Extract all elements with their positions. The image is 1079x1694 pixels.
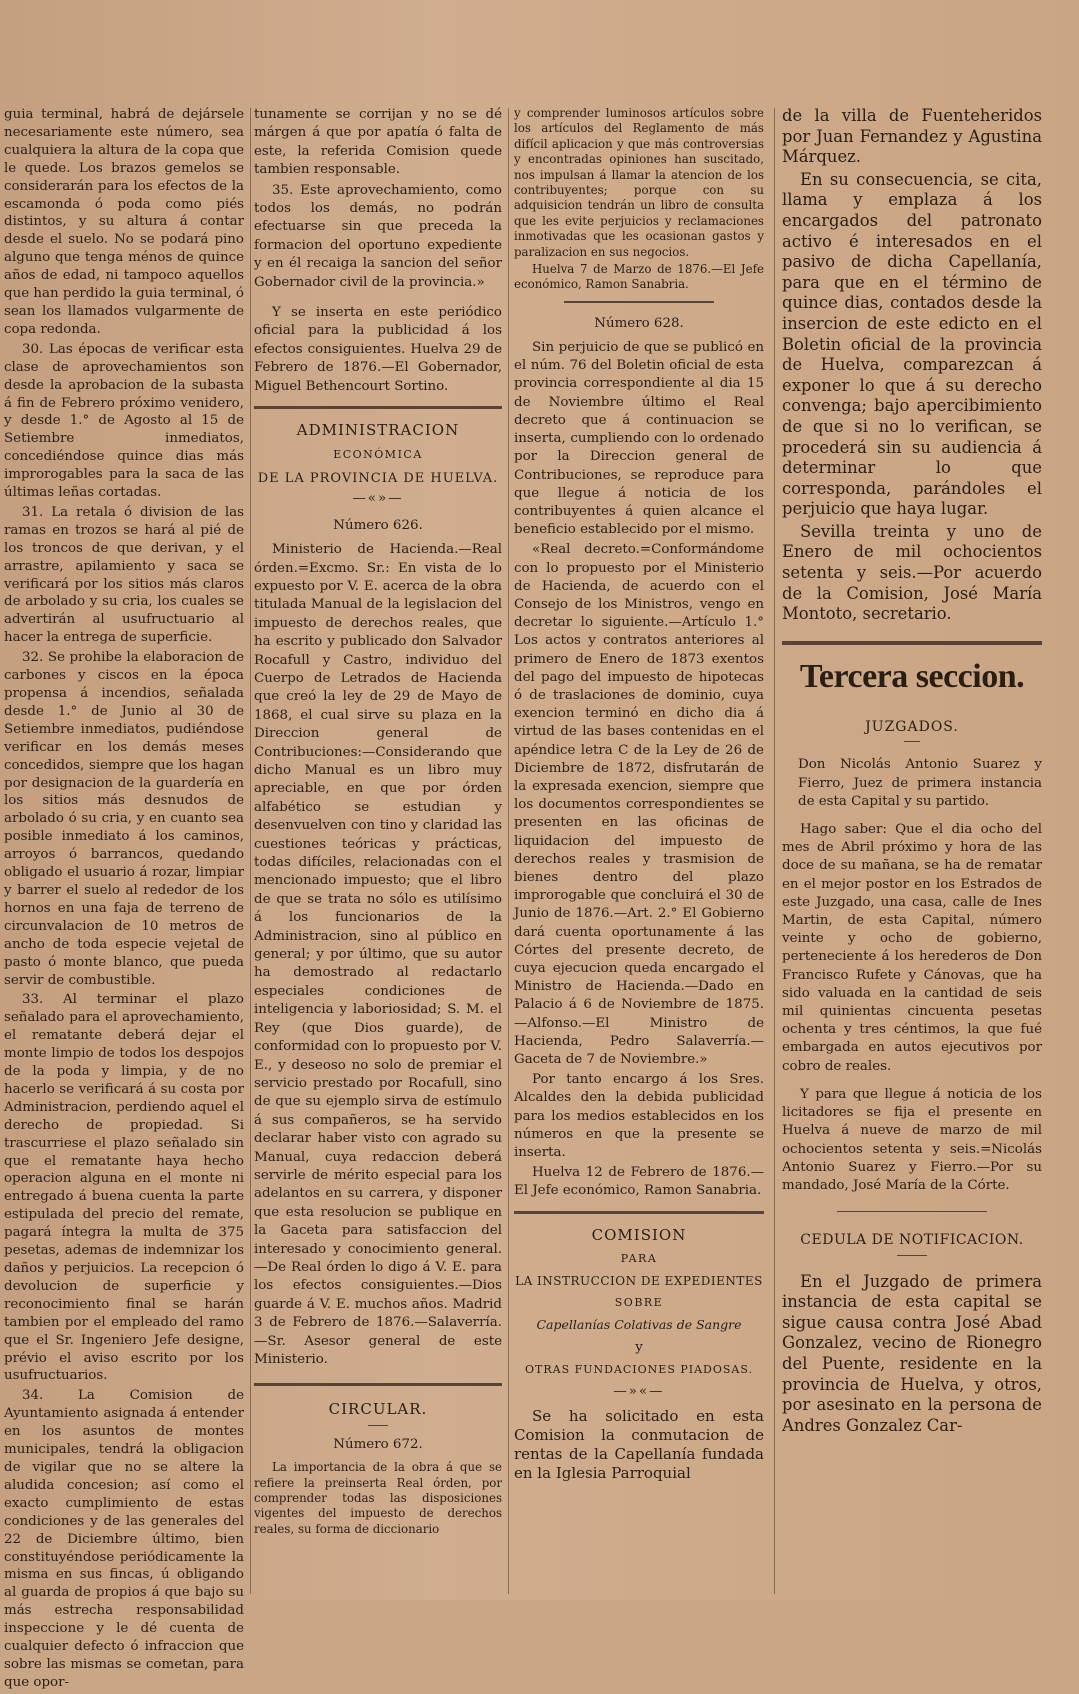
section-subtitle: ECONÓMICA [333,447,423,461]
small-rule [904,741,920,742]
paragraph: Huelva 7 de Marzo de 1876.—El Jefe económico, Ramon Sanabria. [514,262,764,292]
ornament: —«»— [352,491,404,507]
paragraph: Y para que llegue á noticia de los licitadores se fija el presente en Huelva á nueve de marzo de mil ochocientos setenta y seis.=Nicolás Antonio Suarez y Fierro.—Por su mandado, José María de la Córte. [782,1086,1042,1193]
column-3 [514,106,764,1485]
section-title: JUZGADOS. [865,718,959,735]
paragraph: guia terminal, habrá de dejársele necesariamente este número, sea cualquiera la altura de la copa que le quede. Los brazos gemelos se considerarán para los efectos de la escamonda ó poda como piés distintos, y su altura á contar desde el suelo. No se podará pino alguno que tenga ménos de quince años de edad, ni tampoco aquellos que han perdido la guia terminal, ó sean los llamados vulgarmente de copa redonda. [4,107,244,337]
section-subtitle: PARA [620,1251,658,1265]
section-subtitle: DE LA PROVINCIA DE HUELVA. [257,470,499,486]
section-subtitle: y [635,1339,643,1355]
column-4 [782,106,1042,1438]
paragraph: Huelva 12 de Febrero de 1876.—El Jefe económico, Ramon Sanabria. [514,1165,764,1199]
section-rule [254,406,502,409]
paragraph: Sevilla treinta y uno de Enero de mil ochocientos setenta y seis.—Por acuerdo de la Comision, José María Montoto, secretario. [782,521,1042,624]
paragraph: En el Juzgado de primera instancia de esta capital se sigue causa contra José Abad Gonzalez, vecino de Rionegro del Puente, residente en la provincia de Huelva, y otros, por asesinato en la persona de Andres Gonzalez Car- [782,1271,1042,1435]
paragraph: Por tanto encargo á los Sres. Alcaldes den la debida publicidad para los medios establecidos en los números en que la presente se inserta. [514,1072,764,1161]
paragraph: 35. Este aprovechamiento, como todos los demás, no podrán efectuarse sin que preceda la formacion del oportuno expediente y en él recaiga la sancion del señor Gobernador civil de la provincia.» [254,182,502,290]
section-subtitle: OTRAS FUNDACIONES PIADOSAS. [524,1362,754,1376]
section-rule [837,1211,987,1212]
item-number: Número 672. [333,1436,423,1452]
ornament: —»«— [613,1384,665,1400]
paragraph: Se ha solicitado en esta Comision la conmutacion de rentas de la Capellanía fundada en la Iglesia Parroquial [514,1407,764,1483]
section-title: COMISION [591,1225,687,1244]
paragraph: 30. Las épocas de verificar esta clase de aprovechamientos son desde la aprobacion de la subasta á fin de Febrero próximo venidero, y desde 1.° de Agosto al 15 de Setiembre inmediatos, concediéndose quince dias más improrogables para la saca de las últimas leñas cortadas. [4,341,244,501]
column-2 [254,106,502,1539]
section-title: CEDULA DE NOTIFICACION. [800,1232,1024,1249]
paragraph: 32. Se prohibe la elaboracion de carbones y ciscos en la época propensa á incendios, señalada desde 1.° de Junio al 30 de Setiembre inmediatos, pudiéndose verificar en los demás meses concedidos, siempre que los hagan por designacion de la guardería en los sitios más desnudos de arbolado ó su cria, y en cuanto sea posible inmediato á los caminos, arroyos ó barrancos, quedando obligado el usuario á rozar, limpiar y barrer el suelo al rededor de los hornos en una faja de terreno de circunvalacion de 10 metros de ancho de toda especie vejetal de pasto ó monte blanco, que pueda servir de combustible. [4,650,244,988]
small-rule [897,1255,927,1256]
section-title: CIRCULAR. [328,1400,428,1419]
section-subtitle: Capellanías Colativas de Sangre [536,1317,742,1333]
column-1 [4,106,244,1694]
paragraph: y comprender luminosos artículos sobre los artículos del Reglamento de más difícil aplicacion y que más controversias y encontradas opiniones han suscitado, nos impulsan á llamar la atencion de los contribuyentes; porque con su adquisicion tendrán un libro de consulta que les evite perjuicios y reclamaciones inmotivadas que les ocasionan gastos y paralizacion en sus negocios. [514,106,764,259]
paragraph: Sin perjuicio de que se publicó en el núm. 76 del Boletin oficial de esta provincia correspondiente al dia 15 de Noviembre último el Real decreto que á continuacion se inserta, cumpliendo con lo ordenado por la Direccion general de Contribuciones, se reproduce para que llegue á noticia de los contribuyentes á quien alcance el beneficio establecido por el mismo. [514,340,764,538]
item-number: Número 626. [333,517,423,533]
paragraph: 31. La retala ó division de las ramas en trozos se hará al pié de los troncos de que derivan, y el arrastre, apilamiento y saca se verificará por los sitios más claros de arbolado y su cria, los cuales se advertirán al usufructuario al hacer la entrega de superficie. [4,504,244,646]
section-rule [254,1383,502,1386]
paragraph: 34. La Comision de Ayuntamiento asignada á entender en los asuntos de montes municipales, tendrá la obligacion de vigilar que no se altere la aludida concesion; así como el exacto cumplimiento de estas condiciones y de las generales del 22 de Diciembre último, bien constituyéndose periódicamente la misma en sus fincas, ú obligando al guarda de propios á que bajo su más estrecha responsabilidad inspeccione y le dé cuenta de cualquier defecto ó infraccion que sobre las mismas se cometan, para que opor- [4,1388,244,1690]
paragraph: Don Nicolás Antonio Suarez y Fierro, Juez de primera instancia de esta Capital y su partido. [798,757,1042,809]
section-rule [564,301,714,303]
paragraph: de la villa de Fuenteheridos por Juan Fernandez y Agustina Márquez. [782,106,1042,167]
paragraph: tunamente se corrijan y no se dé márgen á que por apatía ó falta de este, la referida Comision quede tambien responsable. [254,107,502,178]
paragraph: Hago saber: Que el dia ocho del mes de Abril próximo y hora de las doce de su mañana, se ha de rematar en el mejor postor en los Estrados de este Juzgado, una casa, calle de Ines Martin, de esta Capital, número veinte y ocho de gobierno, perteneciente á los herederos de Don Francisco Rufete y Cánovas, que ha sido valuada en la cantidad de seis mil quinientas cincuenta pesetas ochenta y tres céntimos, la que fué embargada en autos ejecutivos por cobro de reales. [782,822,1042,1074]
paragraph: Y se inserta en este periódico oficial para la publicidad á los efectos consiguientes. Huelva 29 de Febrero de 1876.—El Gobernador, Miguel Bethencourt Sortino. [254,305,502,394]
paragraph: En su consecuencia, se cita, llama y emplaza á los encargados del patronato activo é interesados en el pasivo de dicha Capellanía, para que en el término de quince dias, contados desde la insercion de este edicto en el Boletin oficial de la provincia de Huelva, comparezcan á exponer lo que á su derecho convenga; bajo apercibimiento de que si no lo verifican, se procederá sin su audiencia á determinar lo que corresponda, parándoles el perjuicio que haya lugar. [782,169,1042,519]
paragraph: La importancia de la obra á que se refiere la preinserta Real órden, por comprender todas las disposiciones vigentes del impuesto de derechos reales, su forma de diccionario [254,1460,502,1536]
column-divider [508,108,509,1594]
small-rule [368,1425,388,1426]
item-number: Número 628. [594,315,684,331]
paragraph: Ministerio de Hacienda.—Real órden.=Excmo. Sr.: En vista de lo expuesto por V. E. acerca de la obra titulada Manual de la legislacion del impuesto de derechos reales, que ha escrito y publicado don Salvador Rocafull y Castro, individuo del Cuerpo de Letrados de Hacienda que creó la ley de 29 de Mayo de 1868, el cual sirve su plaza en la Direccion general de Contribuciones:—Considerando que dicho Manual es un libro muy apreciable, en que por órden alfabético se estudian y desenvuelven con tino y claridad las cuestiones teóricas y prácticas, todas difíciles, relacionadas con el mencionado impuesto; que el libro de que se trata no sólo es utilísimo á los funcionarios de la Administracion, sino al público en general; y por último, que su autor ha demostrado al redactarlo especiales condiciones de inteligencia y laboriosidad; S. M. el Rey (que Dios guarde), de conformidad con lo propuesto por V. E., y deseoso no solo de premiar el servicio prestado por Rocafull, sino de que su ejemplo sirva de estímulo á sus compañeros, se ha servido declarar haber visto con agrado su Manual, cuya redaccion deberá servirle de mérito especial para los adelantos en su carrera, y disponer que esta resolucion se publique en la Gaceta para satisfaccion del interesado y conocimiento general.—De Real órden lo digo á V. E. para los efectos consiguientes.—Dios guarde á V. E. muchos años. Madrid 3 de Febrero de 1876.—Salaverría.—Sr. Asesor general de este Ministerio. [254,542,502,1367]
section-title: ADMINISTRACION [296,421,460,440]
section-subtitle: SOBRE [614,1296,664,1310]
column-divider [774,108,775,1594]
column-divider [250,108,251,1594]
section-heading: Tercera seccion. [799,657,1025,695]
paragraph: 33. Al terminar el plazo señalado para el aprovechamiento, el rematante deberá dejar el monte limpio de todos los despojos de la poda y limpia, y de no hacerlo se verificará á su costa por Administracion, perdiendo aquel el derecho de propiedad. Si trascurriese el plazo señalado sin que el rematante haya hecho operacion alguna en el monte ni entregado á buena cuenta la parte estipulada del precio del remate, pagará íntegra la multa de 375 pesetas, ademas de indemnizar los daños y perjuicios. La recepcion ó devolucion de superficie y reconocimiento final se harán tambien por el empleado del ramo que el Sr. Ingeniero Jefe designe, prévio el aviso escrito por los usufructuarios. [4,992,244,1384]
paragraph: «Real decreto.=Conformándome con lo propuesto por el Ministerio de Hacienda, de acuerdo con el Consejo de los Ministros, vengo en decretar lo siguiente.—Artículo 1.° Los actos y contratos anteriores al primero de Enero de 1873 exentos del pago del impuesto de hipotecas ó de traslaciones de dominio, cuya exencion terminó en dicho dia á virtud de las bases contenidas en el apéndice letra C de la Ley de 26 de Diciembre de 1872, disfrutarán de la expresada exencion, siempre que los documentos correspondientes se presenten en las oficinas de liquidacion del impuesto de derechos reales y trasmision de bienes dentro del plazo improrogable que concluirá el 30 de Junio de 1876.—Art. 2.° El Gobierno dará cuenta oportunamente á las Córtes del presente decreto, de cuya ejecucion queda encargado el Ministro de Hacienda.—Dado en Palacio á 6 de Noviembre de 1875.—Alfonso.—El Ministro de Hacienda, Pedro Salaverría.—Gaceta de 7 de Noviembre.» [514,542,764,1067]
section-subtitle: LA INSTRUCCION DE EXPEDIENTES [515,1274,763,1289]
section-rule [514,1211,764,1214]
section-rule [782,641,1042,645]
